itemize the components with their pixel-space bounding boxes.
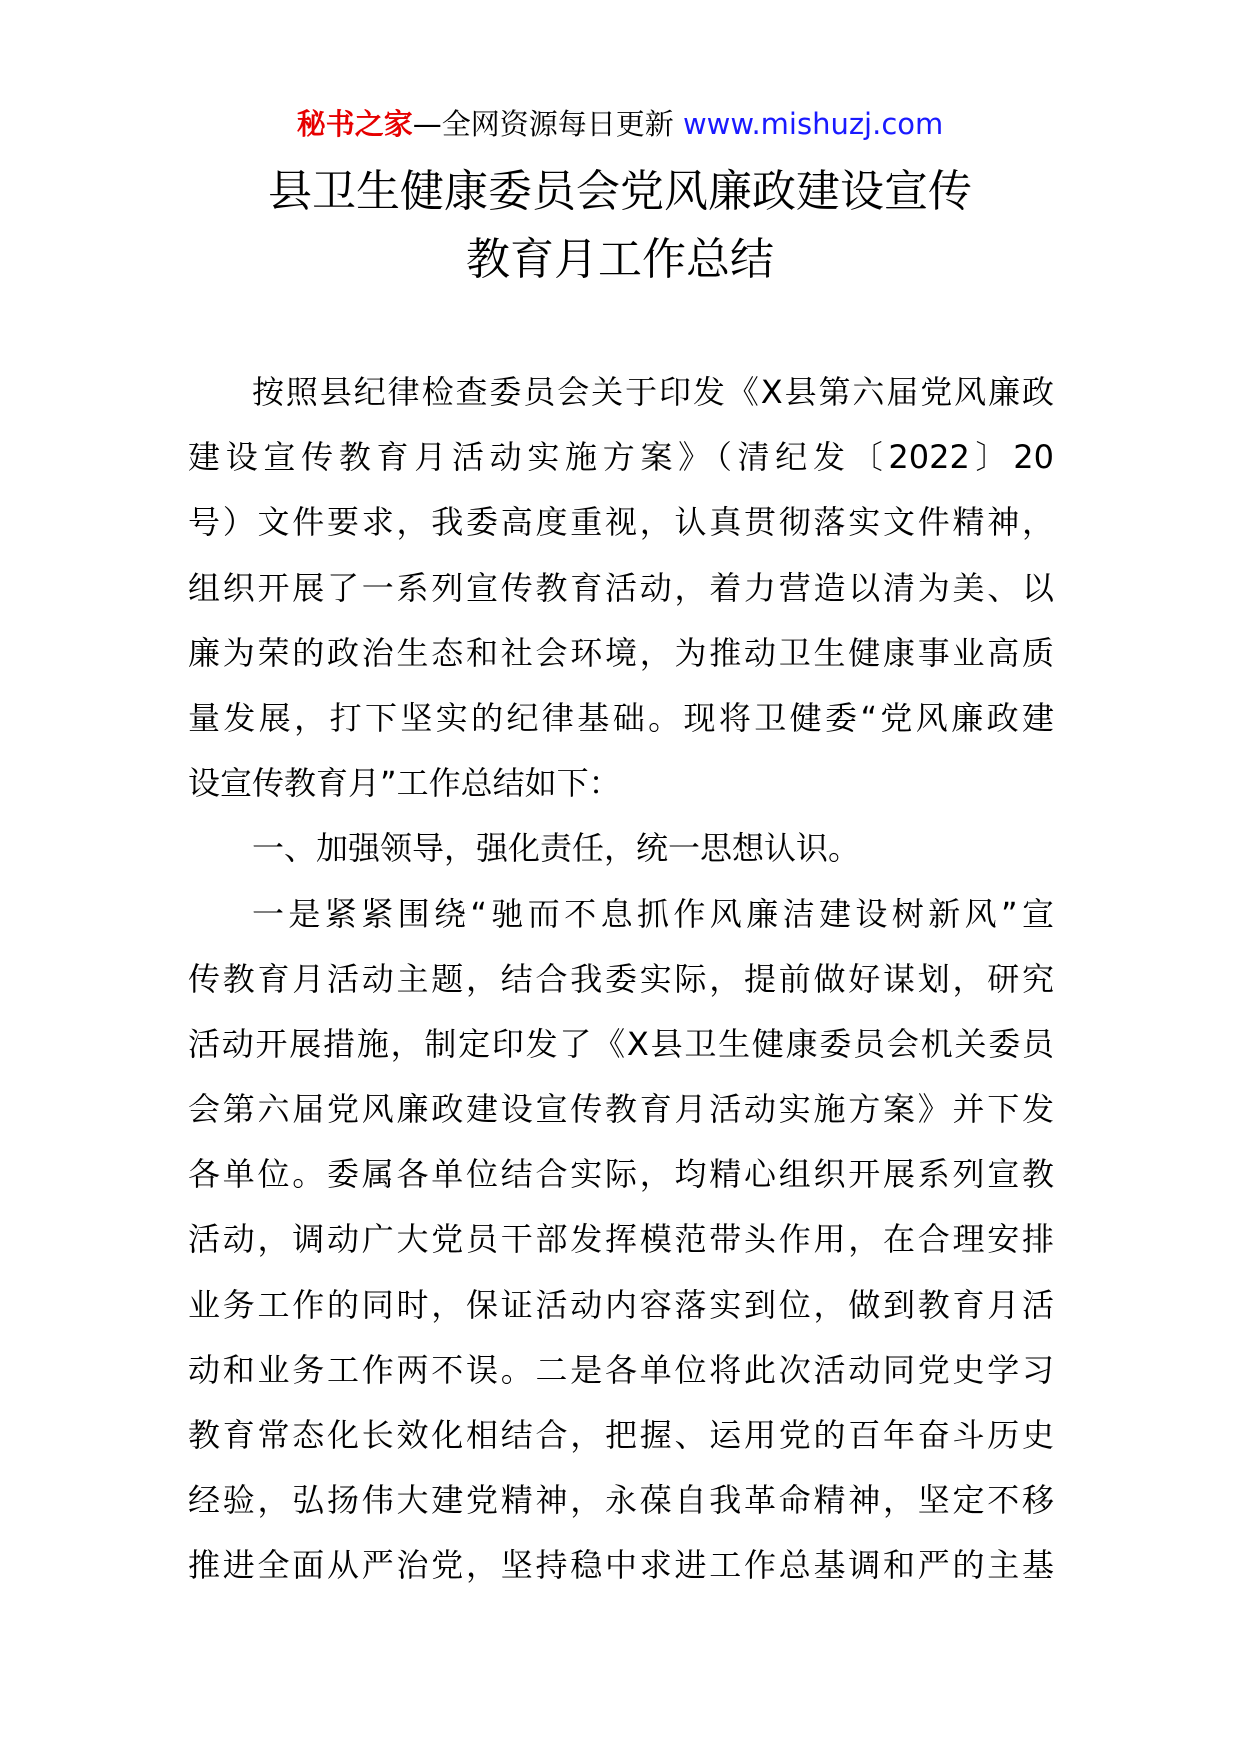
body-line: 业务工作的同时，保证活动内容落实到位，做到教育月活 — [188, 1285, 1054, 1324]
document-body — [188, 360, 1054, 1599]
body-line: 量发展，打下坚实的纪律基础。现将卫健委“党风廉政建 — [188, 698, 1054, 737]
body-line: 会第六届党风廉政建设宣传教育月活动实施方案》并下发 — [188, 1090, 1054, 1129]
body-line: 教育常态化长效化相结合，把握、运用党的百年奋斗历史 — [188, 1416, 1054, 1454]
header-slogan: —全网资源每日更新 — [412, 107, 674, 141]
body-line: 经验，弘扬伟大建党精神，永葆自我革命精神，坚定不移 — [188, 1481, 1054, 1520]
site-url[interactable]: www.mishuzj.com — [682, 107, 944, 141]
body-line: 各单位。委属各单位结合实际，均精心组织开展系列宣教 — [188, 1155, 1054, 1194]
body-line: 建设宣传教育月活动实施方案》（清纪发〔2022〕20 — [188, 438, 1054, 477]
body-line: 传教育月活动主题，结合我委实际，提前做好谋划，研究 — [188, 959, 1054, 998]
brand-name: 秘书之家 — [296, 107, 413, 141]
body-line: 号）文件要求，我委高度重视，认真贯彻落实文件精神， — [188, 503, 1054, 542]
section-heading: 一、加强领导，强化责任，统一思想认识。 — [252, 829, 861, 868]
body-line: 一是紧紧围绕“驰而不息抓作风廉洁建设树新风”宣 — [252, 894, 1054, 933]
body-line: 设宣传教育月”工作总结如下： — [188, 764, 621, 803]
body-line: 活动开展措施，制定印发了《X县卫生健康委员会机关委员 — [188, 1024, 1054, 1063]
watermark-header — [0, 104, 1240, 144]
body-line: 廉为荣的政治生态和社会环境，为推动卫生健康事业高质 — [188, 633, 1054, 672]
body-line: 按照县纪律检查委员会关于印发《X县第六届党风廉政 — [252, 373, 1054, 411]
document-title-line-1: 县卫生健康委员会党风廉政建设宣传 — [268, 166, 972, 217]
document-title-line-2: 教育月工作总结 — [466, 234, 774, 285]
body-line: 推进全面从严治党，坚持稳中求进工作总基调和严的主基 — [188, 1546, 1054, 1585]
body-line: 动和业务工作两不误。二是各单位将此次活动同党史学习 — [188, 1350, 1054, 1389]
body-line: 活动，调动广大党员干部发挥模范带头作用，在合理安排 — [188, 1220, 1054, 1259]
body-line: 组织开展了一系列宣传教育活动，着力营造以清为美、以 — [188, 568, 1054, 607]
